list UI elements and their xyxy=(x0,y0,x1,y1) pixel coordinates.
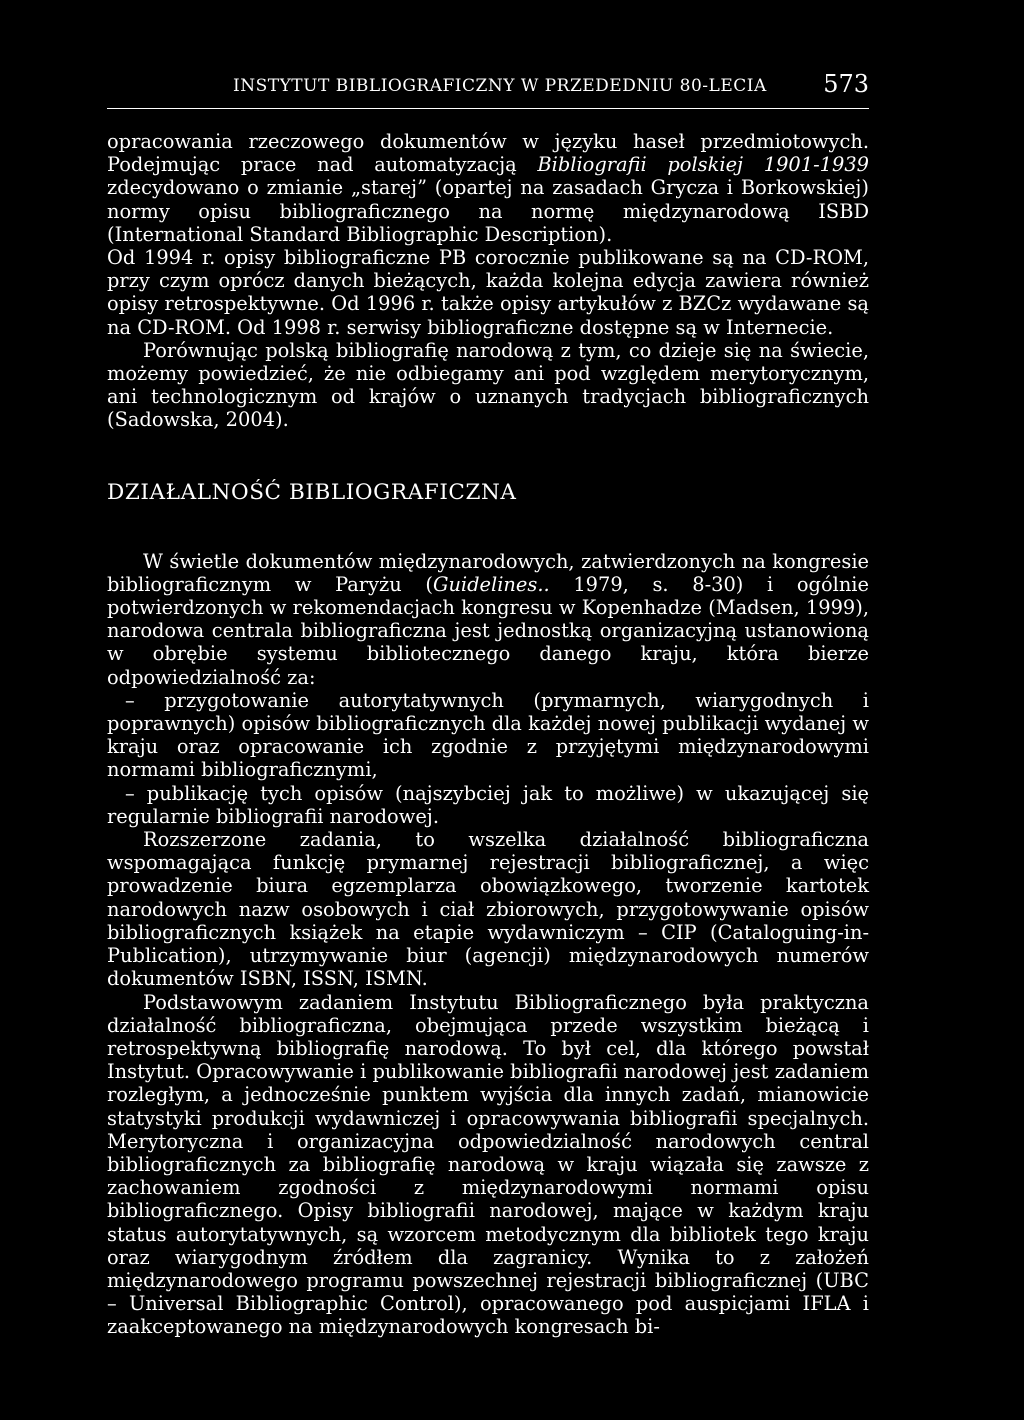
page-number: 573 xyxy=(823,70,869,98)
paragraph-cdrom: Od 1994 r. opisy bibliograficzne PB corocznie publikowane są na CD-ROM, przy czym oprócz danych bieżących, każda kolejna edycja zawiera również opisy retrospektywne. Od 1996 r. także opisy artykułów z BZCz wydawane są na CD-ROM. Od 1998 r. serwisy bibliograficzne dostępne są w Internecie. xyxy=(107,246,869,339)
paragraph-automation: opracowania rzeczowego dokumentów w języku haseł przedmiotowych. Podejmując prace nad automatyzacją Bibliografii polskiej 1901-1939 zdecydowano o zmianie „starej” (opartej na zasadach Grycza i Borkowskiej) normy opisu bibliograficznego na normę międzynarodową ISBD (International Standard Bibliographic Description). xyxy=(107,130,869,246)
page-header xyxy=(107,70,869,104)
italic-guidelines: Guidelines.. xyxy=(432,572,550,596)
header-rule xyxy=(107,108,869,109)
paragraph-comparison: Porównując polską bibliografię narodową z tym, co dzieje się na świecie, możemy powiedzieć, że nie odbiegamy ani pod względem merytorycznym, ani technologicznym od krajów o uznanych tradycjach bibliograficznych (Sadowska, 2004). xyxy=(107,338,869,432)
running-head: INSTYTUT BIBLIOGRAFICZNY W PRZEDEDNIU 80-LECIA xyxy=(233,76,767,96)
body-text xyxy=(107,130,869,1339)
paragraph-documents: W świetle dokumentów międzynarodowych, zatwierdzonych na kongresie bibliograficznym w Paryżu (Guidelines.. 1979, s. 8-30) i ogólnie potwierdzonych w rekomendacjach kongresu w Kopenhadze (Madsen, 1999), narodowa centrala bibliograficzna jest jednostką organizacyjną ustanowioną w obrębie systemu bibliotecznego danego kraju, która bierze odpowiedzialność za: xyxy=(107,549,869,689)
list-item: – przygotowanie autorytatywnych (prymarnych, wiarygodnych i poprawnych) opisów bibliograficznych dla każdej nowej publikacji wydanej w kraju oraz opracowanie ich zgodnie z przyjętymi międzynarodowymi normami bibliograficznymi, xyxy=(107,688,869,782)
paragraph-extended-tasks: Rozszerzone zadania, to wszelka działalność bibliograficzna wspomagająca funkcję prymarnej rejestracji bibliograficznej, a więc prowadzenie biura egzemplarza obowiązkowego, tworzenie kartotek narodowych nazw osobowych i ciał zbiorowych, przygotowywanie opisów bibliograficznych książek na etapie wydawniczym – CIP (Cataloguing-in-Publication), utrzymywanie biur (agencji) międzynarodowych numerów dokumentów ISBN, ISSN, ISMN. xyxy=(107,828,869,991)
paragraph-primary-task: Podstawowym zadaniem Instytutu Bibliograficznego była praktyczna działalność bibliograficzna, obejmująca przede wszystkim bieżącą i retrospektywną bibliografię narodową. To był cel, dla którego powstał Instytut. Opracowywanie i publikowanie bibliografii narodowej jest zadaniem rozległym, a jednocześnie punktem wyjścia dla innych zadań, mianowicie statystyki produkcji wydawniczej i opracowywania bibliografii specjalnych. Merytoryczna i organizacyjna odpowiedzialność narodowych central bibliograficznych za bibliografię narodową w kraju wiązała się zawsze z zachowaniem zgodności z międzynarodowymi normami opisu bibliograficznego. Opisy bibliografii narodowej, mające w każdym kraju status autorytatywnych, są wzorcem metodycznym dla bibliotek tego kraju oraz wiarygodnym źródłem dla zagranicy. Wynika to z założeń międzynarodowego programu powszechnej rejestracji bibliograficznej (UBC – Universal Bibliographic Control), opracowanego pod auspicjami IFLA i zaakceptowanego na międzynarodowych kongresach bi- xyxy=(107,990,869,1339)
list-item: – publikację tych opisów (najszybciej jak to możliwe) w ukazującej się regularnie bibliografii narodowej. xyxy=(107,781,869,828)
section-heading: DZIAŁALNOŚĆ BIBLIOGRAFICZNA xyxy=(107,479,517,505)
italic-title: Bibliografii polskiej 1901-1939 xyxy=(537,153,869,177)
